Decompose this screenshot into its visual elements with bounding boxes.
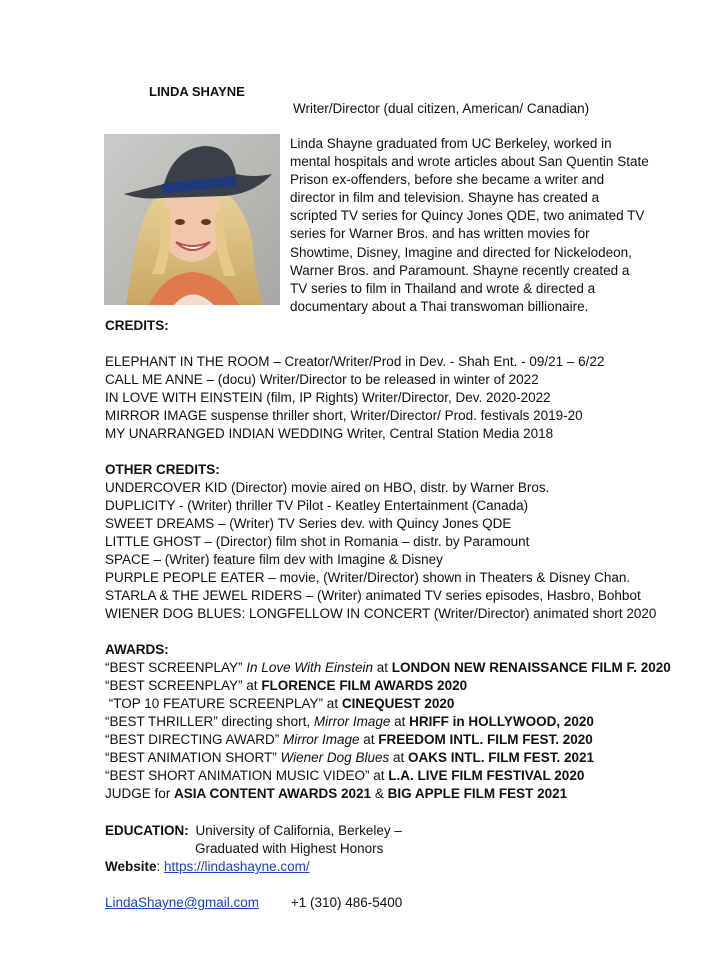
award-festival: CINEQUEST 2020	[341, 696, 455, 711]
judge-first-event: ASIA CONTENT AWARDS 2021	[174, 786, 372, 801]
person-name: LINDA SHAYNE	[149, 84, 245, 99]
award-festival: L.A. LIVE FILM FESTIVAL 2020	[388, 768, 585, 783]
other-credit-item: WIENER DOG BLUES: LONGFELLOW IN CONCERT (Writer/Director) animated short 2020	[105, 606, 657, 621]
award-work: Mirror Image	[283, 732, 360, 747]
award-work: Mirror Image	[313, 714, 391, 729]
role-subtitle: Writer/Director (dual citizen, American/ Canadian)	[293, 101, 590, 116]
award-item	[105, 695, 705, 713]
award-festival: FLORENCE FILM AWARDS 2020	[261, 678, 468, 693]
award-connector: at	[389, 750, 408, 765]
contact-line	[105, 894, 705, 912]
email-link[interactable]: LindaShayne@gmail.com	[105, 895, 260, 910]
award-festival: LONDON NEW RENAISSANCE FILM F. 2020	[391, 660, 671, 675]
judge-second-event: BIG APPLE FILM FEST 2021	[387, 786, 568, 801]
other-credit-item: LITTLE GHOST – (Director) film shot in Romania – distr. by Paramount	[105, 534, 530, 549]
awards-section	[105, 641, 705, 803]
award-item	[105, 659, 705, 677]
other-credit-item: STARLA & THE JEWEL RIDERS – (Writer) animated TV series episodes, Hasbro, Bohbot	[105, 588, 641, 603]
award-title: “BEST DIRECTING AWARD”	[105, 732, 284, 747]
website-link[interactable]: https://lindashayne.com/	[164, 859, 310, 874]
award-festival: OAKS INTL. FILM FEST. 2021	[407, 750, 595, 765]
education-label: EDUCATION:	[105, 823, 189, 838]
award-connector: at	[373, 660, 392, 675]
education-honors: Graduated with Highest Honors	[195, 841, 384, 856]
website-line	[105, 858, 705, 876]
website-label: Website	[105, 859, 157, 874]
credit-item: ELEPHANT IN THE ROOM – Creator/Writer/Prod in Dev. - Shah Ent. - 09/21 – 6/22	[105, 354, 605, 369]
contact-section	[105, 894, 705, 912]
award-item	[105, 767, 705, 785]
award-work: In Love With Einstein	[246, 660, 373, 675]
judge-connector: &	[371, 786, 388, 801]
phone-number: +1 (310) 486-5400	[290, 895, 403, 910]
award-work: Wiener Dog Blues	[280, 750, 390, 765]
judge-prefix: JUDGE for	[105, 786, 175, 801]
credit-item: CALL ME ANNE – (docu) Writer/Director to be released in winter of 2022	[105, 372, 539, 387]
other-credit-item: SWEET DREAMS – (Writer) TV Series dev. with Quincy Jones QDE	[105, 516, 512, 531]
other-credit-item: DUPLICITY - (Writer) thriller TV Pilot - Keatley Entertainment (Canada)	[105, 498, 529, 513]
other-credit-item: UNDERCOVER KID (Director) movie aired on HBO, distr. by Warner Bros.	[105, 480, 550, 495]
award-connector: at	[359, 732, 379, 747]
award-title: “BEST ANIMATION SHORT”	[105, 750, 281, 765]
judge-line	[105, 785, 705, 803]
award-connector: at	[390, 714, 410, 729]
education-section	[105, 822, 705, 876]
award-item	[105, 713, 705, 731]
award-title: “TOP 10 FEATURE SCREENPLAY” at	[105, 696, 342, 711]
education-line	[105, 822, 705, 840]
website-colon: :	[156, 859, 165, 874]
portrait-photo	[104, 134, 280, 305]
award-festival: HRIFF in HOLLYWOOD, 2020	[409, 714, 594, 729]
award-title: “BEST SCREENPLAY”	[105, 660, 247, 675]
credits-heading: CREDITS:	[105, 318, 169, 333]
award-item	[105, 677, 705, 695]
other-credits-section	[105, 461, 705, 623]
award-title: “BEST SHORT ANIMATION MUSIC VIDEO” at	[105, 768, 389, 783]
education-school: University of California, Berkeley –	[195, 823, 402, 838]
award-title: “BEST THRILLER” directing short,	[105, 714, 314, 729]
other-credit-item: PURPLE PEOPLE EATER – movie, (Writer/Director) shown in Theaters & Disney Chan.	[105, 570, 631, 585]
award-item	[105, 731, 705, 749]
awards-heading: AWARDS:	[105, 642, 169, 657]
credit-item: IN LOVE WITH EINSTEIN (film, IP Rights) Writer/Director, Dev. 2020-2022	[105, 390, 551, 405]
award-title: “BEST SCREENPLAY” at	[105, 678, 262, 693]
other-credits-heading: OTHER CREDITS:	[105, 462, 220, 477]
other-credit-item: SPACE – (Writer) feature film dev with Imagine & Disney	[105, 552, 443, 567]
credit-item: MY UNARRANGED INDIAN WEDDING Writer, Central Station Media 2018	[105, 426, 554, 441]
portrait-illustration	[104, 134, 280, 305]
award-item	[105, 749, 705, 767]
credits-section	[105, 317, 705, 443]
credit-item: MIRROR IMAGE suspense thriller short, Writer/Director/ Prod. festivals 2019-20	[105, 408, 583, 423]
award-festival: FREEDOM INTL. FILM FEST. 2020	[378, 732, 593, 747]
biography-paragraph: Linda Shayne graduated from UC Berkeley, worked in mental hospitals and wrote articles about San Quentin State Prison ex-offenders, before she became a writer and director in film and television. Shayne has created a scripted TV series for Quincy Jones QDE, two animated TV series for Warner Bros. and has written movies for Showtime, Disney, Imagine and directed for Nickelodeon, Warner Bros. and Paramount. Shayne recently created a TV series to film in Thailand and wrote & directed a documentary about a Thai transwoman billionaire.	[290, 136, 649, 314]
